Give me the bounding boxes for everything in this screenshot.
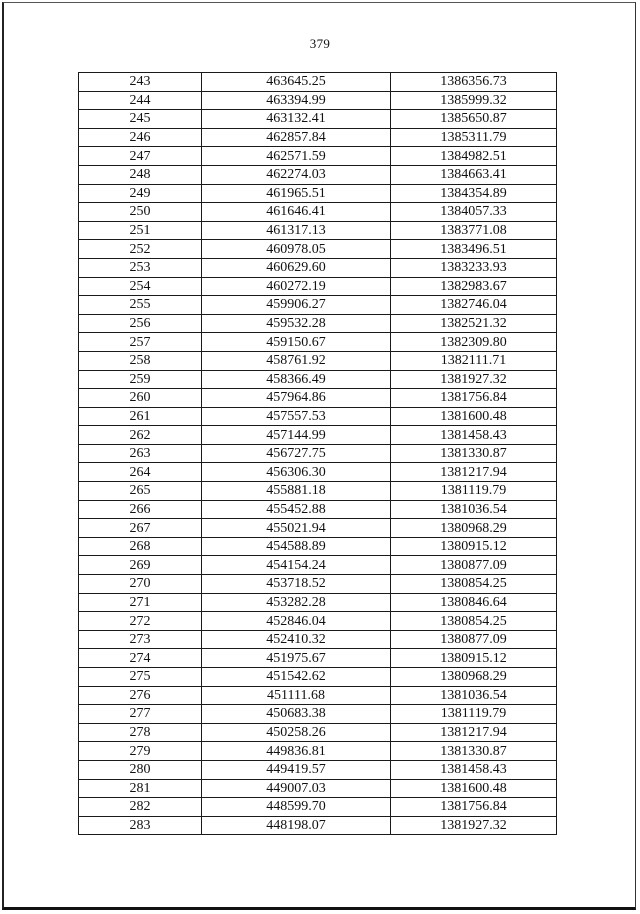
- table-row: [79, 91, 557, 110]
- x-coordinate-cell: 460272.19: [202, 277, 391, 296]
- y-coordinate-cell: 1383771.08: [391, 221, 557, 240]
- table-row: [79, 705, 557, 724]
- x-coordinate-cell: 451111.68: [202, 686, 391, 705]
- x-coordinate-cell: 453718.52: [202, 575, 391, 594]
- point-number-cell: 249: [79, 184, 202, 203]
- y-coordinate-cell: 1381119.79: [391, 482, 557, 501]
- point-number-cell: 246: [79, 128, 202, 147]
- point-number-cell: 252: [79, 240, 202, 259]
- y-coordinate-cell: 1384982.51: [391, 147, 557, 166]
- y-coordinate-cell: 1384663.41: [391, 165, 557, 184]
- point-number-cell: 248: [79, 165, 202, 184]
- table-row: [79, 203, 557, 222]
- y-coordinate-cell: 1381036.54: [391, 500, 557, 519]
- x-coordinate-cell: 452846.04: [202, 612, 391, 631]
- x-coordinate-cell: 463132.41: [202, 110, 391, 129]
- y-coordinate-cell: 1381927.32: [391, 370, 557, 389]
- x-coordinate-cell: 454588.89: [202, 537, 391, 556]
- point-number-cell: 268: [79, 537, 202, 556]
- x-coordinate-cell: 460629.60: [202, 258, 391, 277]
- x-coordinate-cell: 461646.41: [202, 203, 391, 222]
- x-coordinate-cell: 456306.30: [202, 463, 391, 482]
- point-number-cell: 255: [79, 296, 202, 315]
- y-coordinate-cell: 1380968.29: [391, 668, 557, 687]
- x-coordinate-cell: 450683.38: [202, 705, 391, 724]
- y-coordinate-cell: 1380877.09: [391, 556, 557, 575]
- x-coordinate-cell: 449007.03: [202, 779, 391, 798]
- coordinates-table-body: [79, 73, 557, 835]
- point-number-cell: 279: [79, 742, 202, 761]
- y-coordinate-cell: 1382521.32: [391, 314, 557, 333]
- x-coordinate-cell: 452410.32: [202, 630, 391, 649]
- x-coordinate-cell: 448599.70: [202, 798, 391, 817]
- point-number-cell: 250: [79, 203, 202, 222]
- table-row: [79, 221, 557, 240]
- x-coordinate-cell: 454154.24: [202, 556, 391, 575]
- table-row: [79, 482, 557, 501]
- y-coordinate-cell: 1381756.84: [391, 798, 557, 817]
- x-coordinate-cell: 449836.81: [202, 742, 391, 761]
- y-coordinate-cell: 1381217.94: [391, 723, 557, 742]
- table-row: [79, 314, 557, 333]
- point-number-cell: 251: [79, 221, 202, 240]
- x-coordinate-cell: 455021.94: [202, 519, 391, 538]
- x-coordinate-cell: 448198.07: [202, 816, 391, 835]
- y-coordinate-cell: 1380846.64: [391, 593, 557, 612]
- table-row: [79, 426, 557, 445]
- y-coordinate-cell: 1385999.32: [391, 91, 557, 110]
- x-coordinate-cell: 461965.51: [202, 184, 391, 203]
- x-coordinate-cell: 453282.28: [202, 593, 391, 612]
- page-number: 379: [309, 36, 331, 51]
- x-coordinate-cell: 462571.59: [202, 147, 391, 166]
- coordinates-table: [78, 72, 557, 835]
- point-number-cell: 270: [79, 575, 202, 594]
- point-number-cell: 263: [79, 444, 202, 463]
- point-number-cell: 277: [79, 705, 202, 724]
- table-row: [79, 240, 557, 259]
- x-coordinate-cell: 459150.67: [202, 333, 391, 352]
- table-row: [79, 760, 557, 779]
- x-coordinate-cell: 462274.03: [202, 165, 391, 184]
- table-row: [79, 333, 557, 352]
- point-number-cell: 273: [79, 630, 202, 649]
- table-row: [79, 73, 557, 92]
- y-coordinate-cell: 1384354.89: [391, 184, 557, 203]
- y-coordinate-cell: 1385311.79: [391, 128, 557, 147]
- point-number-cell: 256: [79, 314, 202, 333]
- table-row: [79, 537, 557, 556]
- point-number-cell: 258: [79, 351, 202, 370]
- table-row: [79, 165, 557, 184]
- point-number-cell: 262: [79, 426, 202, 445]
- y-coordinate-cell: 1385650.87: [391, 110, 557, 129]
- table-row: [79, 630, 557, 649]
- point-number-cell: 260: [79, 389, 202, 408]
- point-number-cell: 259: [79, 370, 202, 389]
- x-coordinate-cell: 455452.88: [202, 500, 391, 519]
- point-number-cell: 266: [79, 500, 202, 519]
- point-number-cell: 281: [79, 779, 202, 798]
- y-coordinate-cell: 1380854.25: [391, 575, 557, 594]
- point-number-cell: 243: [79, 73, 202, 92]
- x-coordinate-cell: 450258.26: [202, 723, 391, 742]
- table-row: [79, 723, 557, 742]
- table-row: [79, 110, 557, 129]
- y-coordinate-cell: 1380915.12: [391, 649, 557, 668]
- y-coordinate-cell: 1381600.48: [391, 779, 557, 798]
- point-number-cell: 274: [79, 649, 202, 668]
- x-coordinate-cell: 455881.18: [202, 482, 391, 501]
- table-row: [79, 184, 557, 203]
- point-number-cell: 267: [79, 519, 202, 538]
- x-coordinate-cell: 463394.99: [202, 91, 391, 110]
- y-coordinate-cell: 1384057.33: [391, 203, 557, 222]
- table-row: [79, 444, 557, 463]
- point-number-cell: 278: [79, 723, 202, 742]
- x-coordinate-cell: 459532.28: [202, 314, 391, 333]
- point-number-cell: 254: [79, 277, 202, 296]
- y-coordinate-cell: 1381330.87: [391, 444, 557, 463]
- y-coordinate-cell: 1383233.93: [391, 258, 557, 277]
- table-row: [79, 500, 557, 519]
- x-coordinate-cell: 460978.05: [202, 240, 391, 259]
- table-row: [79, 649, 557, 668]
- table-row: [79, 389, 557, 408]
- x-coordinate-cell: 451975.67: [202, 649, 391, 668]
- y-coordinate-cell: 1381600.48: [391, 407, 557, 426]
- table-row: [79, 147, 557, 166]
- y-coordinate-cell: 1381119.79: [391, 705, 557, 724]
- x-coordinate-cell: 451542.62: [202, 668, 391, 687]
- point-number-cell: 253: [79, 258, 202, 277]
- y-coordinate-cell: 1381927.32: [391, 816, 557, 835]
- point-number-cell: 272: [79, 612, 202, 631]
- point-number-cell: 257: [79, 333, 202, 352]
- table-row: [79, 351, 557, 370]
- y-coordinate-cell: 1381756.84: [391, 389, 557, 408]
- x-coordinate-cell: 462857.84: [202, 128, 391, 147]
- table-row: [79, 612, 557, 631]
- point-number-cell: 247: [79, 147, 202, 166]
- point-number-cell: 276: [79, 686, 202, 705]
- y-coordinate-cell: 1381217.94: [391, 463, 557, 482]
- y-coordinate-cell: 1382111.71: [391, 351, 557, 370]
- table-row: [79, 742, 557, 761]
- y-coordinate-cell: 1382309.80: [391, 333, 557, 352]
- point-number-cell: 280: [79, 760, 202, 779]
- table-row: [79, 277, 557, 296]
- point-number-cell: 245: [79, 110, 202, 129]
- table-row: [79, 575, 557, 594]
- x-coordinate-cell: 459906.27: [202, 296, 391, 315]
- x-coordinate-cell: 463645.25: [202, 73, 391, 92]
- y-coordinate-cell: 1382746.04: [391, 296, 557, 315]
- table-row: [79, 128, 557, 147]
- table-row: [79, 798, 557, 817]
- table-row: [79, 556, 557, 575]
- y-coordinate-cell: 1380915.12: [391, 537, 557, 556]
- point-number-cell: 244: [79, 91, 202, 110]
- y-coordinate-cell: 1381458.43: [391, 426, 557, 445]
- table-row: [79, 519, 557, 538]
- point-number-cell: 283: [79, 816, 202, 835]
- table-row: [79, 370, 557, 389]
- point-number-cell: 269: [79, 556, 202, 575]
- point-number-cell: 282: [79, 798, 202, 817]
- point-number-cell: 265: [79, 482, 202, 501]
- x-coordinate-cell: 457557.53: [202, 407, 391, 426]
- table-row: [79, 816, 557, 835]
- table-row: [79, 296, 557, 315]
- table-row: [79, 686, 557, 705]
- table-row: [79, 463, 557, 482]
- table-row: [79, 779, 557, 798]
- table-row: [79, 258, 557, 277]
- y-coordinate-cell: 1381330.87: [391, 742, 557, 761]
- table-row: [79, 407, 557, 426]
- point-number-cell: 264: [79, 463, 202, 482]
- y-coordinate-cell: 1386356.73: [391, 73, 557, 92]
- y-coordinate-cell: 1382983.67: [391, 277, 557, 296]
- x-coordinate-cell: 458366.49: [202, 370, 391, 389]
- y-coordinate-cell: 1381458.43: [391, 760, 557, 779]
- y-coordinate-cell: 1381036.54: [391, 686, 557, 705]
- point-number-cell: 275: [79, 668, 202, 687]
- y-coordinate-cell: 1380968.29: [391, 519, 557, 538]
- x-coordinate-cell: 456727.75: [202, 444, 391, 463]
- x-coordinate-cell: 457964.86: [202, 389, 391, 408]
- y-coordinate-cell: 1380854.25: [391, 612, 557, 631]
- point-number-cell: 271: [79, 593, 202, 612]
- x-coordinate-cell: 458761.92: [202, 351, 391, 370]
- x-coordinate-cell: 457144.99: [202, 426, 391, 445]
- x-coordinate-cell: 461317.13: [202, 221, 391, 240]
- y-coordinate-cell: 1383496.51: [391, 240, 557, 259]
- x-coordinate-cell: 449419.57: [202, 760, 391, 779]
- y-coordinate-cell: 1380877.09: [391, 630, 557, 649]
- point-number-cell: 261: [79, 407, 202, 426]
- table-row: [79, 593, 557, 612]
- table-row: [79, 668, 557, 687]
